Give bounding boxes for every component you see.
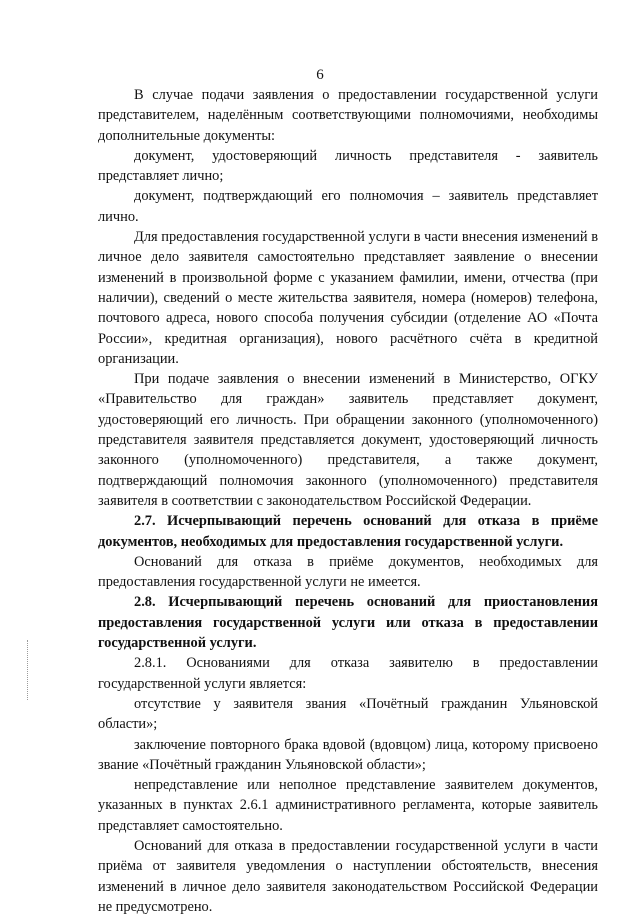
paragraph-no-grounds-notification: Оснований для отказа в предоставлении государственной услуги в части приёма от заявителя уведомления о наступлении обстоятельств, внесения изменений в личное дело заявителя законодательством Российской Федерации не предусмотрено. xyxy=(98,837,598,915)
paragraph-2-8-1: 2.8.1. Основаниями для отказа заявителю в предоставлении государственной услуги является: xyxy=(98,655,598,692)
paragraph-remarriage: заключение повторного брака вдовой (вдовцом) лица, которому присвоено звание «Почётный гражданин Ульяновской области»; xyxy=(98,736,598,773)
paragraph-representative-intro: В случае подачи заявления о предоставлении государственной услуги представителем, наделённым соответствующими полномочиями, необходимы дополнительные документы: xyxy=(98,87,598,144)
paragraph-changes-submission: При подаче заявления о внесении изменений в Министерство, ОГКУ «Правительство для граждан» заявитель представляет документ, удостоверяющий его личность. При обращении законного (уполномоченного) представителя заявителя представляется документ, удостоверяющий личность законного (уполномоченного) представителя, а также документ, подтверждающий полномочия законного (уполномоченного) представителя заявителя в соответствии с законодательством Российской Федерации. xyxy=(98,371,598,509)
section-heading-2-8: 2.8. Исчерпывающий перечень оснований для приостановления предоставления государственной услуги или отказа в предоставлении государственной услуги. xyxy=(98,594,598,652)
paragraph-no-title: отсутствие у заявителя звания «Почётный гражданин Ульяновской области»; xyxy=(98,695,598,733)
paragraph-non-submission: непредставление или неполное представление заявителем документов, указанных в пунктах 2.6.1 административного регламента, которые заявитель представляет самостоятельно. xyxy=(98,777,598,834)
page-number: 6 xyxy=(316,67,324,83)
paragraph-authority-document: документ, подтверждающий его полномочия – заявитель представляет лично. xyxy=(98,188,598,225)
paragraph-identity-document: документ, удостоверяющий личность представителя - заявитель представляет лично; xyxy=(98,147,598,185)
paragraph-personal-file-changes: Для предоставления государственной услуги в части внесения изменений в личное дело заявителя самостоятельно представляет заявление о внесении изменений в произвольной форме с указанием фамилии, имени, отчества (при наличии), сведений о месте жительства заявителя, номера (номеров) телефона, почтового адреса, нового способа получения субсидии (отделение АО «Почта России», кредитная организация), нового расчётного счёта в кредитной организации. xyxy=(98,229,598,367)
paragraph-no-grounds-refusal-docs: Оснований для отказа в приёме документов, необходимых для предоставления государственной услуги не имеется. xyxy=(98,553,598,591)
document-body xyxy=(98,85,598,917)
margin-scan-mark xyxy=(27,640,29,700)
section-heading-2-7: 2.7. Исчерпывающий перечень оснований для отказа в приёме документов, необходимых для предоставления государственной услуги. xyxy=(98,513,598,550)
